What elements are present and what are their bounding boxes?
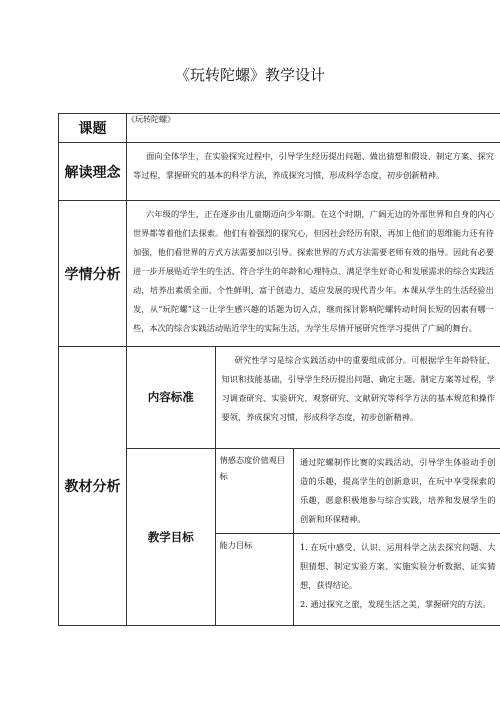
goal-row [216, 449, 500, 534]
topic-label: 课题 [59, 114, 127, 143]
material-inner-table [127, 347, 500, 625]
learner-label: 学情分析 [59, 201, 127, 347]
topic-row [59, 114, 500, 143]
content-standard-text: 研究性学习是综合实践活动中的重要组成部分。可根据学生年龄特征、知识和技能基础，引导学生经历提出问题、确定主题、制定方案等过程，学习调查研究、实验研究、观察研究、文献研究等科学方法的基本规范和操作要领，养成探究习惯，形成科学态度，初步创新精神。 [221, 355, 495, 422]
goal-name: 情感态度价值观目标 [219, 454, 286, 481]
goal-text: 2. 通过探究之旅，发现生活之美，掌握研究的方法。 [300, 598, 491, 609]
philosophy-text: 面向全体学生，在实验探究过程中，引导学生经历提出问题、做出猜想和假设、制定方案、探究等过程，掌握研究的基本的科学方法，养成探究习惯，形成科学态度，初步创新精神。 [133, 151, 494, 180]
goal-name: 能力目标 [219, 539, 253, 550]
teaching-goals-label: 教学目标 [127, 448, 215, 625]
lesson-plan-table [58, 113, 500, 626]
teaching-goals-row [127, 448, 500, 625]
learner-text: 六年级的学生，正在逐步由儿童期迈向少年期。在这个时期，广阔无边的外部世界和自身的内心世界都等着他们去探索。他们有着强烈的探究心，但因社会经历有限，再加上他们的思维能力还有待加强，他们看世界的方式方法需要加以引导。探索世界的方式方法需要老师有效的指导。因此有必要进一步开展贴近学生的生活、符合学生的年龄和心理特点、满足学生好奇心和发展需求的综合实践活动，培养出素质全面、个性鲜明、富于创造力、适应发展的现代青少年。本课从学生的生活经验出发，从“玩陀螺”这一让学生感兴趣的话题为切入点，继而探讨影响陀螺转动时间长短的因素有哪一些，本次的综合实践活动贴近学生的实际生活，为学生尽情开展研究性学习提供了广阔的舞台。 [133, 209, 494, 333]
material-row [59, 347, 500, 626]
philosophy-label: 解读理念 [59, 143, 127, 201]
content-standard-row [127, 347, 500, 448]
goal-text: 通过陀螺制作比赛的实践活动，引导学生体验动手创造的乐趣，提高学生的创新意识，在玩中享受探索的乐趣，愿意积极地参与综合实践，培养和发展学生的创新和环保精神。 [300, 456, 496, 524]
goal-row [216, 533, 500, 625]
document-title: 《玩转陀螺》教学设计 [174, 66, 325, 84]
goal-text: 1. 在玩中感受、认识、运用科学之法去探究问题、大胆猜想、制定实验方案、实施实验分析数据、证实猜想，获得结论。 [300, 541, 496, 590]
philosophy-row [59, 143, 500, 201]
topic-value: 《玩转陀螺》 [127, 114, 500, 143]
content-standard-label: 内容标准 [127, 347, 215, 448]
material-label: 教材分析 [59, 347, 127, 626]
goals-table [216, 449, 500, 626]
learner-row [59, 201, 500, 347]
